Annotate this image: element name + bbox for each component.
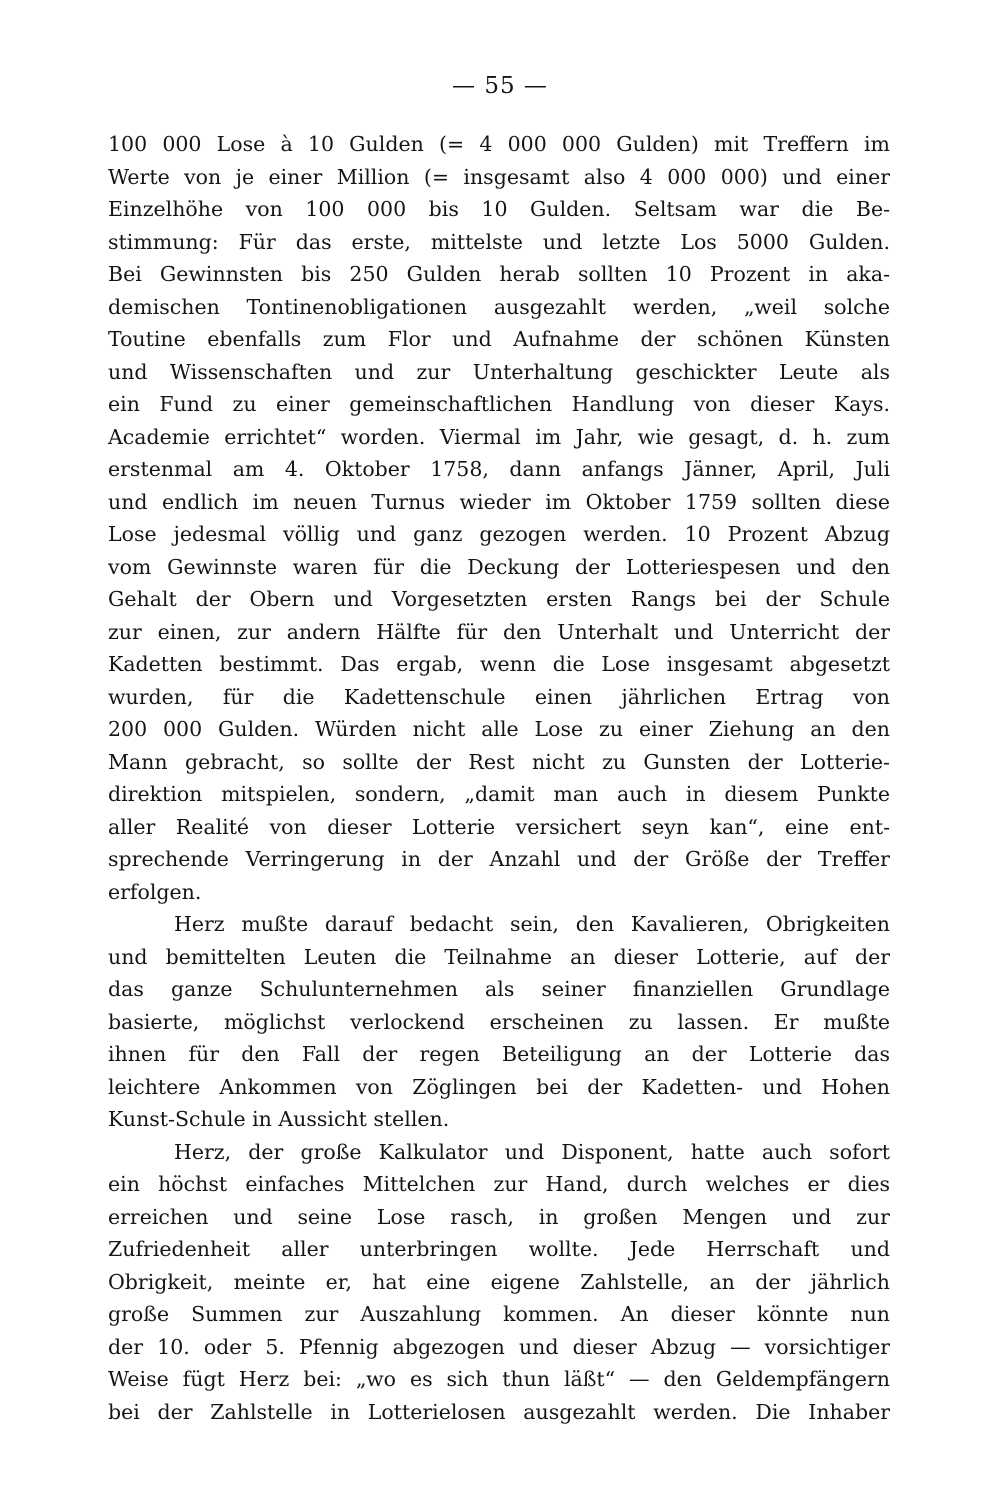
page-number: — 55 — bbox=[452, 73, 548, 99]
paragraph-start-line: Herz, der große Kalkulator und Disponent, hatte auch sofort bbox=[174, 1139, 890, 1164]
text-line: stimmung: Für das erste, mittelste und letzte Los 5000 Gulden. bbox=[108, 229, 890, 254]
paragraph-start-line: Herz mußte darauf bedacht sein, den Kavalieren, Obrigkeiten bbox=[174, 912, 890, 936]
text-line: und bemittelten Leuten die Teilnahme an dieser Lotterie, auf der bbox=[108, 944, 890, 969]
text-line: ihnen für den Fall der regen Beteiligung an der Lotterie das bbox=[108, 1042, 890, 1066]
text-line: Academie errichtet“ worden. Viermal im Jahr, wie gesagt, d. h. zum bbox=[108, 424, 890, 449]
paragraph-end-line: erfolgen. bbox=[108, 879, 202, 904]
text-line: basierte, möglichst verlockend erscheinen zu lassen. Er mußte bbox=[108, 1009, 890, 1034]
text-line: Werte von je einer Million (= insgesamt also 4 000 000) und einer bbox=[108, 164, 890, 189]
text-line: leichtere Ankommen von Zöglingen bei der Kadetten- und Hohen bbox=[108, 1074, 890, 1099]
text-line: Obrigkeit, meinte er, hat eine eigene Zahlstelle, an der jährlich bbox=[108, 1269, 890, 1294]
text-line: vom Gewinnste waren für die Deckung der Lotteriespesen und den bbox=[108, 554, 890, 579]
text-line: ein höchst einfaches Mittelchen zur Hand, durch welches er dies bbox=[108, 1172, 890, 1196]
text-line: Mann gebracht, so sollte der Rest nicht zu Gunsten der Lotterie- bbox=[108, 749, 890, 774]
text-line: bei der Zahlstelle in Lotterielosen ausgezahlt werden. Die Inhaber bbox=[108, 1399, 890, 1424]
text-line: Lose jedesmal völlig und ganz gezogen werden. 10 Prozent Abzug bbox=[108, 522, 890, 546]
text-line: 200 000 Gulden. Würden nicht alle Lose zu einer Ziehung an den bbox=[108, 717, 890, 741]
text-line: aller Realité von dieser Lotterie versichert seyn kan“, eine ent- bbox=[108, 814, 890, 839]
text-line: Weise fügt Herz bei: „wo es sich thun läßt“ — den Geldempfängern bbox=[108, 1367, 890, 1391]
text-line: demischen Tontinenobligationen ausgezahlt werden, „weil solche bbox=[108, 294, 890, 319]
text-line: und Wissenschaften und zur Unterhaltung geschickter Leute als bbox=[108, 359, 890, 384]
text-line: Toutine ebenfalls zum Flor und Aufnahme der schönen Künsten bbox=[108, 327, 890, 351]
text-line: erstenmal am 4. Oktober 1758, dann anfangs Jänner, April, Juli bbox=[108, 457, 890, 481]
text-line: direktion mitspielen, sondern, „damit man auch in diesem Punkte bbox=[108, 782, 890, 806]
text-line: der 10. oder 5. Pfennig abgezogen und dieser Abzug — vorsichtiger bbox=[108, 1334, 890, 1359]
text-line: Einzelhöhe von 100 000 bis 10 Gulden. Seltsam war die Be- bbox=[108, 197, 890, 221]
text-line: große Summen zur Auszahlung kommen. An dieser könnte nun bbox=[108, 1302, 890, 1326]
body-text bbox=[108, 128, 890, 1428]
text-line: und endlich im neuen Turnus wieder im Oktober 1759 sollten diese bbox=[108, 489, 890, 514]
text-line: Gehalt der Obern und Vorgesetzten ersten Rangs bei der Schule bbox=[108, 587, 890, 611]
text-line: sprechende Verringerung in der Anzahl und der Größe der Treffer bbox=[108, 847, 890, 871]
text-line: erreichen und seine Lose rasch, in großen Mengen und zur bbox=[108, 1204, 890, 1229]
text-line: Kadetten bestimmt. Das ergab, wenn die Lose insgesamt abgesetzt bbox=[108, 652, 890, 676]
text-line: 100 000 Lose à 10 Gulden (= 4 000 000 Gulden) mit Treffern im bbox=[108, 132, 890, 156]
text-line: Zufriedenheit aller unterbringen wollte. Jede Herrschaft und bbox=[108, 1237, 890, 1261]
text-line: wurden, für die Kadettenschule einen jährlichen Ertrag von bbox=[108, 684, 890, 709]
text-line: Bei Gewinnsten bis 250 Gulden herab sollten 10 Prozent in aka- bbox=[108, 262, 890, 286]
paragraph-end-line: Kunst-Schule in Aussicht stellen. bbox=[108, 1107, 450, 1131]
text-line: das ganze Schulunternehmen als seiner finanziellen Grundlage bbox=[108, 977, 890, 1001]
text-line: ein Fund zu einer gemeinschaftlichen Handlung von dieser Kays. bbox=[108, 392, 890, 416]
text-line: zur einen, zur andern Hälfte für den Unterhalt und Unterricht der bbox=[108, 619, 890, 644]
